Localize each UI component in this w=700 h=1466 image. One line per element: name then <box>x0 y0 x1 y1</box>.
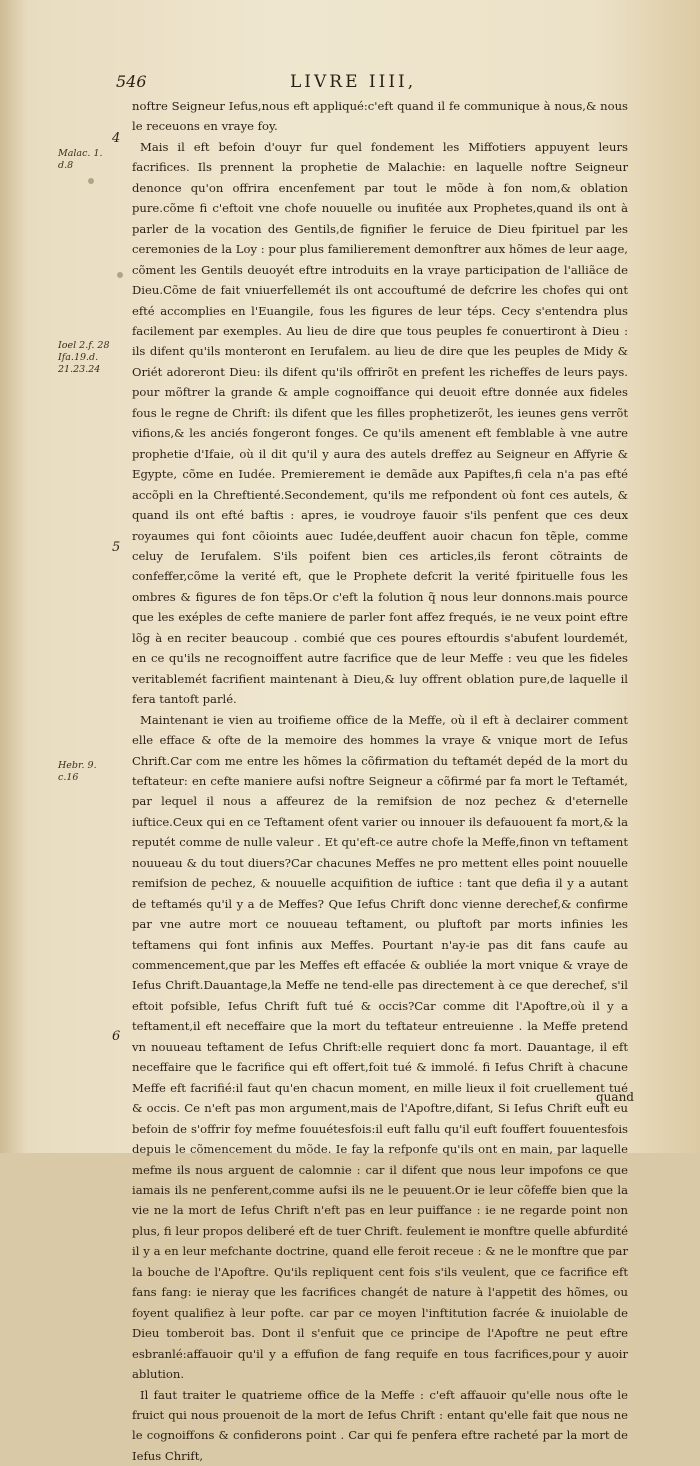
paragraph: Mais il eft befoin d'ouyr fur quel fondement les Miffotiers appuyent leurs facrifices. Ils prennent la prophetie de Malachie: en laquelle noftre Seigneur denonce qu'on offrira encenfement par tout le mõde à fon nom,& oblation pure.cõme fi c'eftoit vne chofe nouuelle ou inufitée aux Prophetes,quand ils ont à parler de la vocation des Gentils,de fignifier le feruice de Dieu fpirituel par les ceremonies de la Loy : pour plus familierement demonftrer aux hõmes de leur aage, cõment les Gentils deuoyét eftre introduits en la vraye participation de l'alliãce de Dieu.Cõme de fait vniuerfellemét ils ont accouftumé de defcrire les chofes qui ont efté accomplies en l'Euangile, fous les figures de leur téps. Cecy s'entendra plus facilement par exemples. Au lieu de dire que tous peuples fe conuertiront à Dieu : ils difent qu'ils monteront en Ierufalem. au lieu de dire que les peuples de Midy & Oriét adoreront Dieu: ils difent qu'ils offrirõt en prefent les richeffes de leurs pays. pour mõftrer la grande & ample cognoiffance qui deuoit eftre donnée aux fideles fous le regne de Chrift: ils difent que les filles prophetizerõt, les ieunes gens verrõt vifions,& les anciés fongeront fonges. Ce qu'ils amenent eft femblable à vne autre prophetie d'Ifaie, où il dit qu'il y aura des autels dreffez au Seigneur en Affyrie & Egypte, cõme en Iudée. Premierement ie demãde aux Papiftes,fi cela n'a pas efté accõpli en la Chreftienté.Secondement, qu'ils me refpondent où font ces autels, & quand ils ont efté baftis : apres, ie voudroye fauoir s'ils penfent que ces deux royaumes qui font cõioints auec Iudée,deuffent auoir chacun fon tẽple, comme celuy de Ierufalem. S'ils poifent bien ces articles,ils feront cõtraints de confeffer,cõme la verité eft, que le Prophete defcrit la verité fpirituelle fous les ombres & figures de fon tẽps.Or c'eft la folution q̃ nous leur donnons.mais pource que les exéples de cefte maniere de parler font affez frequés, ie ne veux point eftre lõg à en reciter beaucoup . combié que ces poures eftourdis s'abufent lourdemét, en ce qu'ils ne recognoiffent autre facrifice que de leur Meffe : veu que les fideles veritablemét facrifient maintenant à Dieu,& luy offrent oblation pure,de laquelle il fera tantoft parlé. <box>132 139 628 707</box>
ink-blot <box>117 272 123 278</box>
body-text <box>132 96 628 1466</box>
margin-note: Hebr. 9. c.16 <box>58 760 97 783</box>
margin-note: Ioel 2.f. 28 Ifa.19.d. 21.23.24 <box>58 340 110 375</box>
paragraph-number: 4 <box>112 131 121 146</box>
paragraph: Il faut traiter le quatrieme office de la Meffe : c'eft affauoir qu'elle nous ofte le fruict qui nous prouenoit de la mort de Iefus Chrift : entant qu'elle fait que nous ne le cognoiffons & confiderons point . Car qui fe penfera eftre racheté par la mort de Iefus Chrift, <box>132 1387 628 1463</box>
paragraph: noftre Seigneur Iefus,nous eft appliqué:c'eft quand il fe communique à nous,& nous le receuons en vraye foy. <box>132 99 628 134</box>
catchword: quand <box>596 1090 634 1104</box>
page-header <box>0 72 700 96</box>
margin-note: Malac. 1. d.8 <box>58 148 103 171</box>
paragraph: Maintenant ie vien au troifieme office de la Meffe, où il eft à declairer comment elle efface & ofte de la memoire des hommes la vraye & vnique mort de Iefus Chrift.Car com me entre les hõmes la cõfirmation du teftamét depéd de la mort du teftateur: en cefte maniere aufsi noftre Seigneur a cõfirmé par fa mort le Teftamét, par lequel il nous a affeurez de la remifsion de noz pechez & d'eternelle iuftice.Ceux qui en ce Teftament ofent varier ou innouer ils defauouent fa mort,& la reputét comme de nulle valeur . Et qu'eft-ce autre chofe la Meffe,finon vn teftament nouueau & du tout diuers?Car chacunes Meffes ne pro mettent elles point nouuelle remifsion de pechez, & nouuelle acquifition de iuftice : tant que defia il y a autant de teftamés qu'il y a de Meffes? Que Iefus Chrift donc vienne derechef,& confirme par vne autre mort ce nouueau teftament, ou pluftoft par morts infinies les teftamens qui font infinis aux Meffes. Pourtant n'ay-ie pas dit fans caufe au commencement,que par les Meffes eft effacée & oubliée la mort vnique & vraye de Iefus Chrift.Dauantage,la Meffe ne tend-elle pas directement à ce que derechef, s'il eftoit pofsible, Iefus Chrift fuft tué & occis?Car comme dit l'Apoftre,où il y a teftament,il eft neceffaire que la mort du teftateur entreuienne . la Meffe pretend vn nouueau teftament de Iefus Chrift:elle requiert donc fa mort. Dauantage, il eft neceffaire que le facrifice qui eft offert,foit tué & immolé. fi Iefus Chrift à chacune Meffe eft facrifié:il faut qu'en chacun moment, en mille lieux il foit cruellement tué & occis. Ce n'eft pas mon argument,mais de l'Apoftre,difant, Si Iefus Chrift euft eu befoin de s'offrir foy mefme fouuétesfois:il euft fallu qu'il euft fouffert fouuentesfois depuis le cõmencement du mõde. Ie fay la refponfe qu'ils ont en main, par laquelle mefme ils nous arguent de calomnie : car il difent que nous leur impofons ce que iamais ils ne penferent,comme aufsi ils ne le peuuent.Or ie leur cõfeffe bien que la vie ne la mort de Iefus Chrift n'eft pas en leur puiffance : ie ne regarde point non plus, fi leur propos deliberé eft de tuer Chrift. feulement ie monftre quelle abfurdité il y a en leur mefchante doctrine, quand elle feroit receue : & ne le monftre que par la bouche de l'Apoftre. Qu'ils repliquent cent fois s'ils veulent, que ce facrifice eft fans fang: ie nieray que les facrifices changét de nature à l'appetit des hõmes, ou foyent qualifiez à leur pofte. car par ce moyen l'inftitution facrée & inuiolable de Dieu tomberoit bas. Dont il s'enfuit que ce principe de l'Apoftre ne peut eftre esbranlé:affauoir qu'il y a effufion de fang requife en tous facrifices,pour y auoir ablution. <box>132 712 628 1382</box>
ink-blot <box>88 178 94 184</box>
running-title: LIVRE IIII, <box>290 72 417 92</box>
paragraph-number: 6 <box>112 1029 121 1044</box>
paragraph-number: 5 <box>112 540 121 555</box>
page-number: 546 <box>116 72 147 91</box>
